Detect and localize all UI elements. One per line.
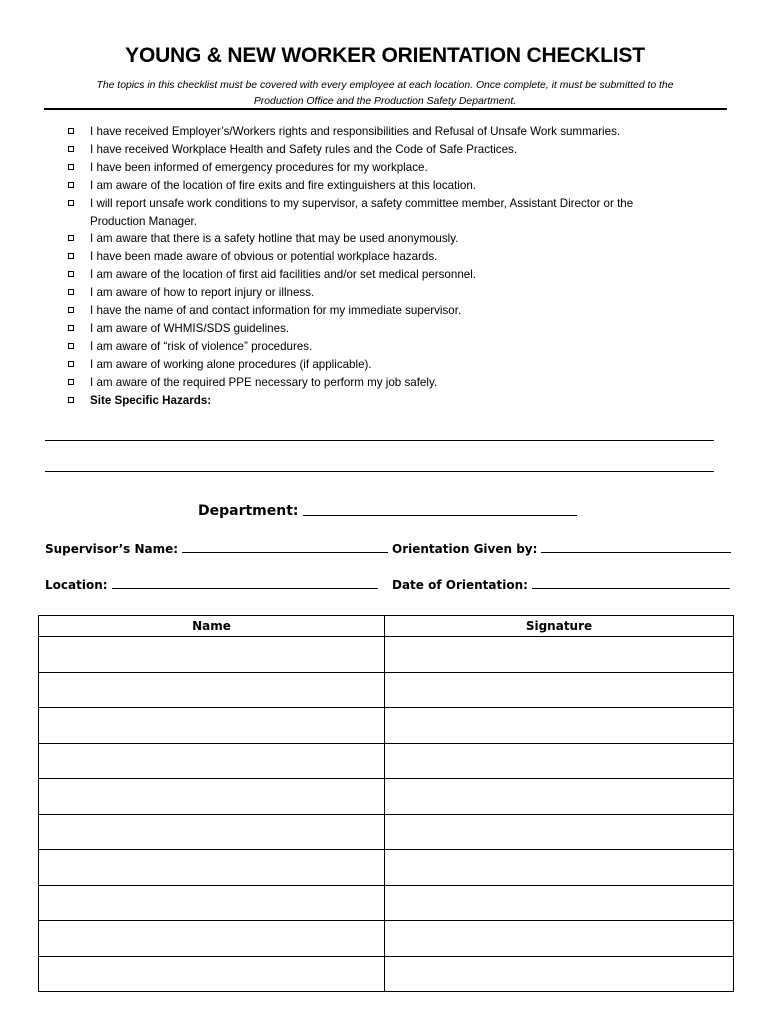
checklist-item-label: I have been made aware of obvious or potential workplace hazards. <box>90 250 438 264</box>
table-row <box>39 921 734 957</box>
orientation-given-by-field <box>392 542 731 556</box>
orientation-given-by-input-line[interactable] <box>541 551 731 553</box>
checkbox[interactable] <box>68 164 74 170</box>
checklist-item <box>68 356 718 374</box>
checkbox[interactable] <box>68 325 74 331</box>
table-row <box>39 637 734 673</box>
signature-cell[interactable] <box>385 814 734 850</box>
signature-cell[interactable] <box>385 743 734 779</box>
department-field <box>198 503 577 519</box>
header-divider <box>44 108 727 110</box>
site-hazards-line-2[interactable] <box>45 471 714 472</box>
signature-cell[interactable] <box>385 850 734 886</box>
checklist-item-site-hazards <box>68 392 718 410</box>
checklist-item-label: I have been informed of emergency procedures for my workplace. <box>90 160 428 174</box>
checklist-item-label-continued: Production Manager. <box>90 214 197 228</box>
name-cell[interactable] <box>39 956 385 992</box>
checkbox[interactable] <box>68 235 74 241</box>
signature-cell[interactable] <box>385 885 734 921</box>
name-cell[interactable] <box>39 885 385 921</box>
supervisor-name-label: Supervisor’s Name: <box>45 542 179 556</box>
site-hazards-label: Site Specific Hazards: <box>90 393 212 407</box>
checklist-item-label: I am aware of how to report injury or illness. <box>90 286 315 300</box>
signature-cell[interactable] <box>385 956 734 992</box>
orientation-given-by-label: Orientation Given by: <box>392 542 538 556</box>
checklist-item-label: I am aware of “risk of violence” procedures. <box>90 339 313 353</box>
checkbox[interactable] <box>68 343 74 349</box>
name-cell[interactable] <box>39 850 385 886</box>
checkbox[interactable] <box>68 128 74 134</box>
checkbox[interactable] <box>68 289 74 295</box>
table-row <box>39 779 734 815</box>
checkbox[interactable] <box>68 200 74 206</box>
checkbox[interactable] <box>68 361 74 367</box>
signature-cell[interactable] <box>385 708 734 744</box>
supervisor-name-field <box>45 542 388 556</box>
date-of-orientation-input-line[interactable] <box>532 587 730 589</box>
checkbox[interactable] <box>68 307 74 313</box>
name-cell[interactable] <box>39 708 385 744</box>
checklist-item-label: I have the name of and contact information for my immediate supervisor. <box>90 304 462 318</box>
supervisor-name-input-line[interactable] <box>182 551 388 553</box>
name-cell[interactable] <box>39 743 385 779</box>
location-input-line[interactable] <box>112 587 378 589</box>
checklist-item-label: I have received Workplace Health and Safety rules and the Code of Safe Practices. <box>90 142 518 156</box>
checklist <box>68 123 718 410</box>
checklist-item-label: I am aware of the location of first aid facilities and/or set medical personnel. <box>90 268 477 282</box>
checklist-item-label: I am aware of the location of fire exits and fire extinguishers at this location. <box>90 178 477 192</box>
location-label: Location: <box>45 578 108 592</box>
table-row <box>39 885 734 921</box>
checklist-item-label: I will report unsafe work conditions to my supervisor, a safety committee member, Assistant Director or the <box>90 196 634 210</box>
instructions-line-1: The topics in this checklist must be covered with every employee at each location. Once complete, it must be submitted to the <box>96 80 674 91</box>
checkbox[interactable] <box>68 379 74 385</box>
signature-table <box>38 615 734 992</box>
checklist-item-label: I am aware of WHMIS/SDS guidelines. <box>90 321 290 335</box>
checklist-item-label: I am aware that there is a safety hotline that may be used anonymously. <box>90 232 459 246</box>
checklist-item <box>68 284 718 302</box>
name-cell[interactable] <box>39 779 385 815</box>
signature-cell[interactable] <box>385 779 734 815</box>
checkbox[interactable] <box>68 271 74 277</box>
checklist-item <box>68 123 718 141</box>
table-row <box>39 850 734 886</box>
table-row <box>39 672 734 708</box>
checklist-item <box>68 195 718 231</box>
checkbox[interactable] <box>68 253 74 259</box>
checklist-item <box>68 302 718 320</box>
table-header-row <box>39 616 734 637</box>
date-of-orientation-field <box>392 578 730 592</box>
checklist-item <box>68 266 718 284</box>
table-row <box>39 708 734 744</box>
checkbox[interactable] <box>68 146 74 152</box>
location-field <box>45 578 378 592</box>
checklist-item <box>68 248 718 266</box>
checklist-item <box>68 320 718 338</box>
table-row <box>39 743 734 779</box>
site-hazards-line-1[interactable] <box>45 440 714 441</box>
checklist-item <box>68 141 718 159</box>
name-cell[interactable] <box>39 672 385 708</box>
instructions-line-2: Production Office and the Production Safety Department. <box>253 95 517 107</box>
name-cell[interactable] <box>39 921 385 957</box>
name-cell[interactable] <box>39 637 385 673</box>
table-row <box>39 814 734 850</box>
checklist-item <box>68 159 718 177</box>
checklist-item <box>68 177 718 195</box>
checklist-item <box>68 230 718 248</box>
department-label: Department: <box>198 503 299 519</box>
date-of-orientation-label: Date of Orientation: <box>392 578 528 592</box>
signature-cell[interactable] <box>385 921 734 957</box>
department-input-line[interactable] <box>303 514 577 516</box>
checkbox[interactable] <box>68 397 74 403</box>
checklist-item-label: I am aware of the required PPE necessary to perform my job safely. <box>90 375 438 389</box>
document-title: YOUNG & NEW WORKER ORIENTATION CHECKLIST <box>125 44 645 67</box>
checklist-item-label: I have received Employer’s/Workers rights and responsibilities and Refusal of Unsafe Work summaries. <box>90 125 621 138</box>
signature-cell[interactable] <box>385 672 734 708</box>
signature-cell[interactable] <box>385 637 734 673</box>
checklist-item-label: I am aware of working alone procedures (if applicable). <box>90 357 372 371</box>
checklist-item <box>68 374 718 392</box>
table-row <box>39 956 734 992</box>
checklist-item <box>68 338 718 356</box>
name-column-header: Name <box>39 616 385 637</box>
document-instructions <box>60 78 710 109</box>
checkbox[interactable] <box>68 182 74 188</box>
signature-column-header: Signature <box>385 616 734 637</box>
name-cell[interactable] <box>39 814 385 850</box>
